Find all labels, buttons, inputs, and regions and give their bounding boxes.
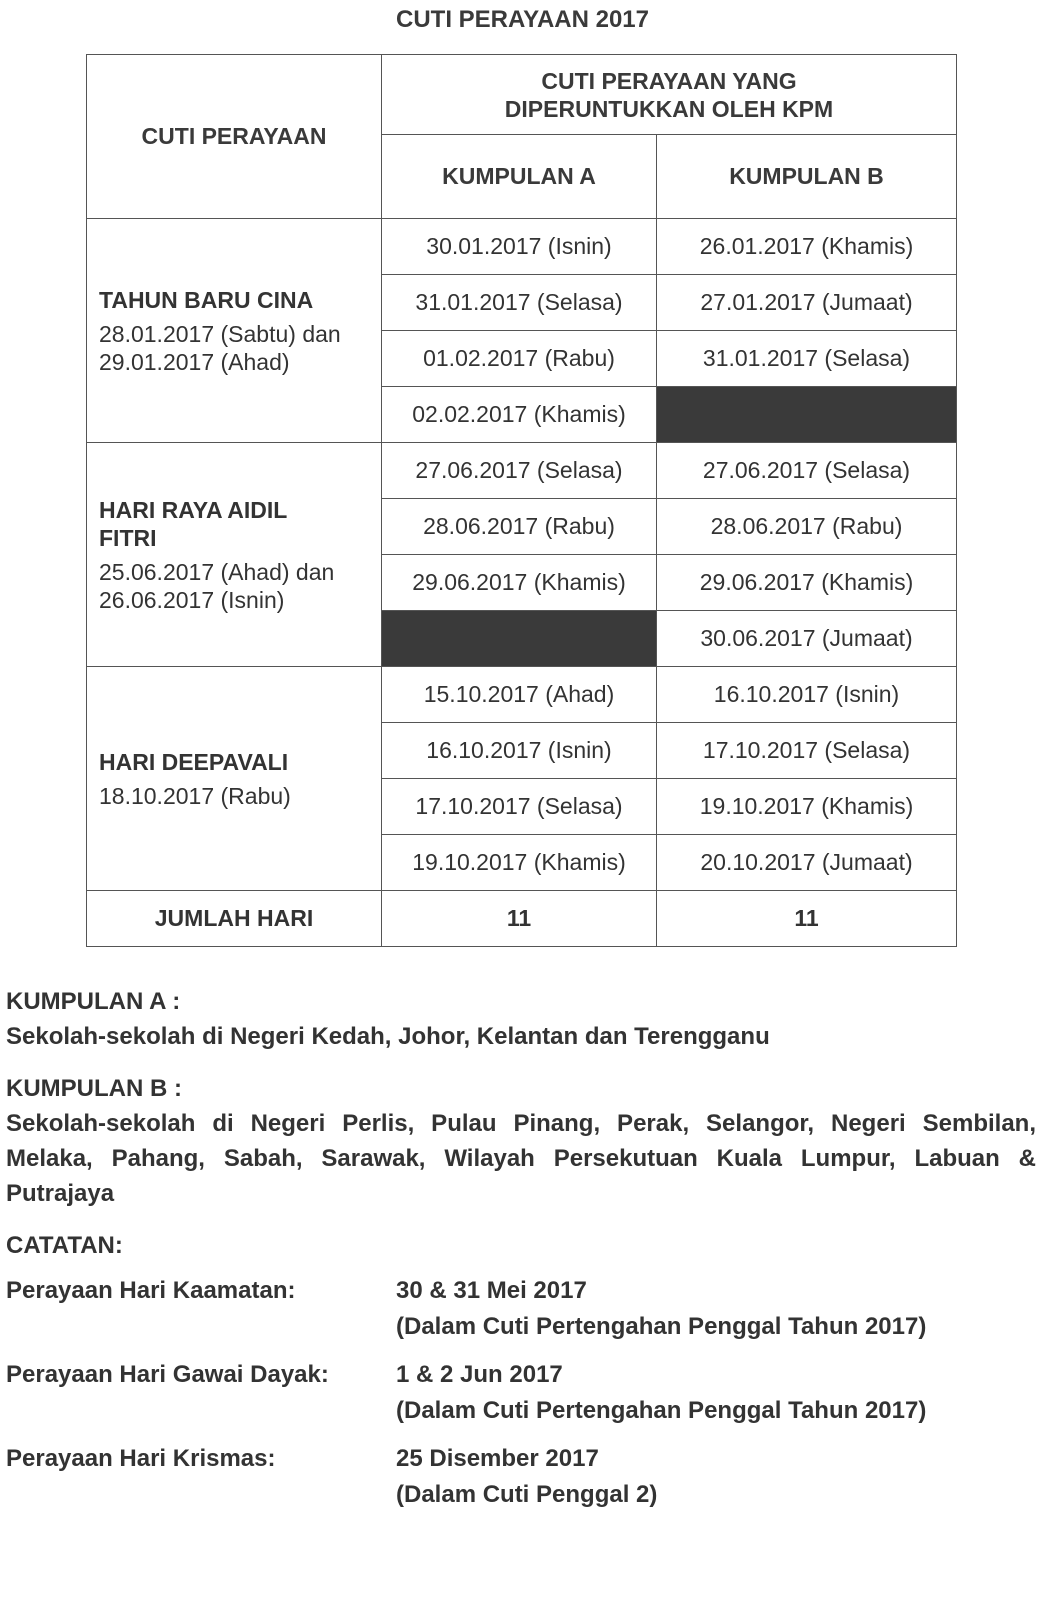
note-value	[396, 1357, 926, 1429]
date-cell-a: 02.02.2017 (Khamis)	[382, 387, 657, 443]
notes-section	[6, 985, 1036, 1525]
date-cell-b: 29.06.2017 (Khamis)	[657, 555, 957, 611]
date-cell-a: 27.06.2017 (Selasa)	[382, 443, 657, 499]
note-value-line1: 30 & 31 Mei 2017	[396, 1277, 587, 1304]
note-value	[396, 1273, 926, 1345]
holiday-table	[86, 54, 957, 947]
date-cell-b: 17.10.2017 (Selasa)	[657, 723, 957, 779]
date-cell-a: 19.10.2017 (Khamis)	[382, 835, 657, 891]
page-title: CUTI PERAYAAN 2017	[396, 6, 649, 33]
note-label: Perayaan Hari Kaamatan:	[6, 1277, 296, 1304]
catatan-title: CATATAN:	[6, 1232, 123, 1259]
date-cell-b: 19.10.2017 (Khamis)	[657, 779, 957, 835]
note-value-line2: (Dalam Cuti Pertengahan Penggal Tahun 2017)	[396, 1397, 927, 1424]
note-row	[6, 1357, 1036, 1429]
date-cell-b: 16.10.2017 (Isnin)	[657, 667, 957, 723]
note-value-line1: 1 & 2 Jun 2017	[396, 1361, 563, 1388]
date-cell-a: 28.06.2017 (Rabu)	[382, 499, 657, 555]
date-cell-a: 31.01.2017 (Selasa)	[382, 275, 657, 331]
note-label: Perayaan Hari Gawai Dayak:	[6, 1361, 329, 1388]
total-label: JUMLAH HARI	[87, 891, 382, 947]
date-cell-b: 27.01.2017 (Jumaat)	[657, 275, 957, 331]
header-group: CUTI PERAYAAN YANG DIPERUNTUKKAN OLEH KPM	[382, 55, 957, 135]
note-row	[6, 1441, 1036, 1513]
festival-name: HARI DEEPAVALI	[99, 748, 289, 775]
note-label: Perayaan Hari Krismas:	[6, 1445, 276, 1472]
date-cell-b: 26.01.2017 (Khamis)	[657, 219, 957, 275]
group-a-title: KUMPULAN A :	[6, 988, 181, 1015]
festival-cell	[87, 667, 382, 891]
festival-date: 28.01.2017 (Sabtu) dan 29.01.2017 (Ahad)	[99, 320, 341, 375]
header-festival: CUTI PERAYAAN	[87, 55, 382, 219]
festival-cell	[87, 219, 382, 443]
note-value-line1: 25 Disember 2017	[396, 1445, 599, 1472]
date-cell-a: 29.06.2017 (Khamis)	[382, 555, 657, 611]
note-row	[6, 1273, 1036, 1345]
date-cell-a: 01.02.2017 (Rabu)	[382, 331, 657, 387]
group-a-desc: Sekolah-sekolah di Negeri Kedah, Johor, Kelantan dan Terengganu	[6, 1023, 770, 1050]
group-b-title: KUMPULAN B :	[6, 1075, 182, 1102]
festival-cell	[87, 443, 382, 667]
date-cell-a: 15.10.2017 (Ahad)	[382, 667, 657, 723]
date-cell-b: 27.06.2017 (Selasa)	[657, 443, 957, 499]
festival-date: 18.10.2017 (Rabu)	[99, 782, 291, 809]
date-cell-b: 20.10.2017 (Jumaat)	[657, 835, 957, 891]
group-b-desc: Sekolah-sekolah di Negeri Perlis, Pulau Pinang, Perak, Selangor, Negeri Sembilan, Melaka, Pahang, Sabah, Sarawak, Wilayah Persekutuan Kuala Lumpur, Labuan & Putrajaya	[6, 1110, 1036, 1207]
note-value	[396, 1441, 657, 1513]
date-cell-b: 31.01.2017 (Selasa)	[657, 331, 957, 387]
note-value-line2: (Dalam Cuti Penggal 2)	[396, 1481, 658, 1508]
date-cell-a: 17.10.2017 (Selasa)	[382, 779, 657, 835]
total-a: 11	[382, 891, 657, 947]
blank-cell	[657, 387, 957, 443]
festival-name: TAHUN BARU CINA	[99, 286, 314, 313]
date-cell-a: 30.01.2017 (Isnin)	[382, 219, 657, 275]
total-b: 11	[657, 891, 957, 947]
festival-date: 25.06.2017 (Ahad) dan 26.06.2017 (Isnin)	[99, 558, 335, 613]
note-value-line2: (Dalam Cuti Pertengahan Penggal Tahun 2017)	[396, 1313, 927, 1340]
date-cell-b: 28.06.2017 (Rabu)	[657, 499, 957, 555]
header-group-b: KUMPULAN B	[657, 135, 957, 219]
date-cell-a: 16.10.2017 (Isnin)	[382, 723, 657, 779]
header-group-a: KUMPULAN A	[382, 135, 657, 219]
blank-cell	[382, 611, 657, 667]
festival-name: HARI RAYA AIDIL FITRI	[99, 496, 287, 551]
date-cell-b: 30.06.2017 (Jumaat)	[657, 611, 957, 667]
